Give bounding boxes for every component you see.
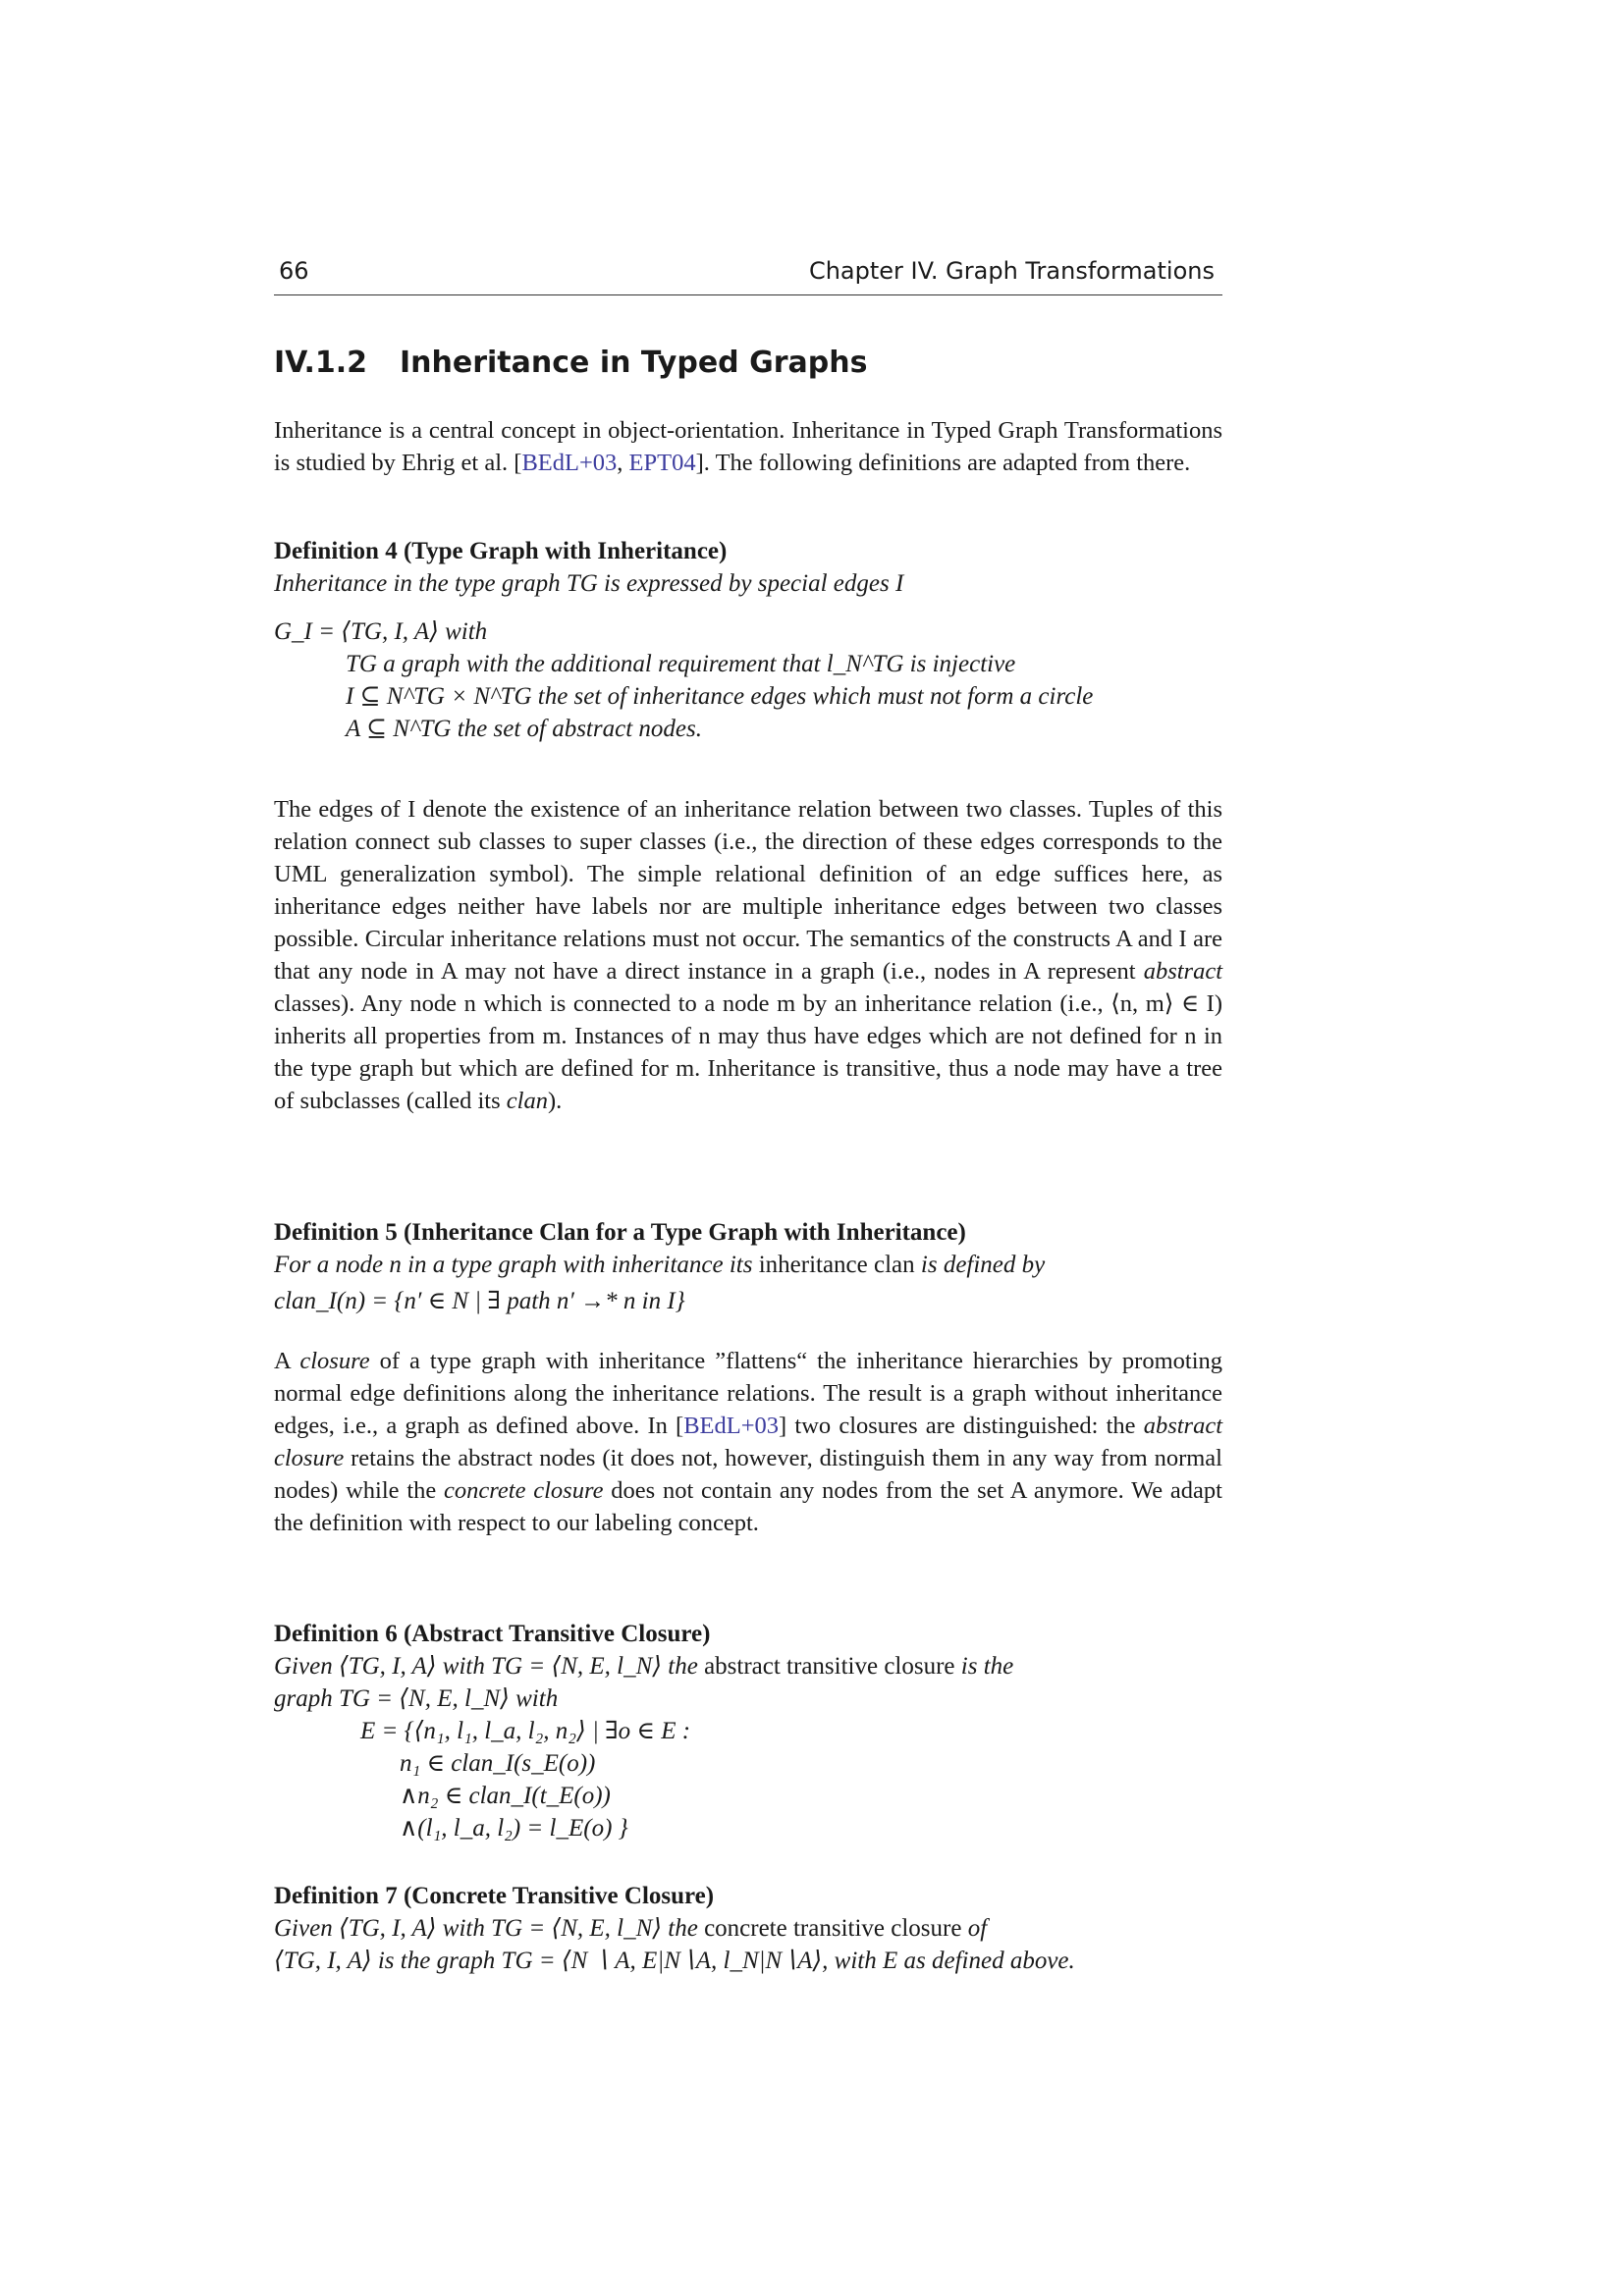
emphasis: abstract closure (274, 1413, 1222, 1471)
def-text: For a node n in a type graph with inheritance its (274, 1252, 759, 1278)
definition-line: TG a graph with the additional requirement that l_N^TG is injective (346, 651, 1016, 677)
def-term: inheritance clan (758, 1252, 915, 1278)
chapter-title: Chapter IV. Graph Transformations (808, 257, 1215, 285)
def-text: Given ⟨TG, I, A⟩ with TG = ⟨N, E, l_N⟩ the (274, 1915, 705, 1942)
page-number: 66 (279, 257, 309, 285)
emphasis: abstract (1143, 958, 1222, 985)
definition-line (274, 1912, 1236, 1945)
definition-line (274, 1650, 1236, 1682)
definition-4 (274, 535, 1236, 745)
definition-formula: ∧n₂ ∈ clan_I(t_E(o)) (400, 1783, 611, 1809)
definition-line: A ⊆ N^TG the set of abstract nodes. (346, 716, 702, 742)
section-title: Inheritance in Typed Graphs (400, 346, 868, 380)
para-text: The edges of I denote the existence of an inheritance relation between two classes. Tuples of this relation connect sub classes to super classes (i.e., the direction of these edges corresponds to the UML generalization symbol). The simple relational definition of an edge suffices here, as inheritance edges neither have labels nor are multiple inheritance edges between two classes possible. Circular inheritance relations must not occur. The semantics of the constructs A and I are that any node in A may not have a direct instance in a graph (i.e., nodes in A represent (274, 796, 1222, 985)
definition-line: ⟨TG, I, A⟩ is the graph TG = ⟨N ∖ A, E|N∖A, l_N|N∖A⟩, with E as defined above. (274, 1948, 1075, 1974)
definition-heading: Definition 4 (Type Graph with Inheritance) (274, 538, 728, 564)
para-text: does not contain any nodes from the set A anymore. We adapt the definition with respect to our labeling concept. (274, 1477, 1222, 1536)
definition-heading: Definition 5 (Inheritance Clan for a Type Graph with Inheritance) (274, 1219, 966, 1246)
definition-formula: clan_I(n) = {n′ ∈ N | ∃ path n′ →* n in I} (274, 1288, 685, 1314)
para-text: of a type graph with inheritance ”flattens“ the inheritance hierarchies by promoting normal edge definitions along the inheritance relations. The result is a graph without inheritance edges, i.e., a graph as defined above. In [ (274, 1348, 1222, 1439)
intro-text: Inheritance is a central concept in object-orientation. Inheritance in Typed Graph Transformations is studied by Ehrig et al. [ (274, 417, 1222, 476)
def-term: abstract transitive closure (704, 1653, 955, 1680)
definition-formula: n₁ ∈ clan_I(s_E(o)) (400, 1750, 596, 1777)
intro-sep: , (617, 450, 629, 476)
definition-line: I ⊆ N^TG × N^TG the set of inheritance edges which must not form a circle (346, 683, 1094, 710)
def-text: is defined by (914, 1252, 1046, 1278)
para-text: classes). Any node n which is connected to a node m by an inheritance relation (i.e., ⟨n, m⟩ ∈ I) inherits all properties from m. Instances of n may thus have edges which are not defined for n in the type graph but which are defined for m. Inheritance is transitive, thus a node may have a tree of subclasses (called its (274, 990, 1222, 1114)
definition-line: graph TG = ⟨N, E, l_N⟩ with (274, 1685, 559, 1712)
definition-heading: Definition 6 (Abstract Transitive Closure) (274, 1621, 711, 1647)
para-text: A (274, 1348, 300, 1374)
definition-5 (274, 1216, 1236, 1317)
definition-line: G_I = ⟨TG, I, A⟩ with (274, 618, 488, 645)
definition-6 (274, 1618, 1236, 1844)
intro-text: ]. The following definitions are adapted from there. (695, 450, 1191, 476)
def-text: is the (954, 1653, 1014, 1680)
section-heading (274, 346, 867, 380)
citation-link[interactable]: EPT04 (628, 450, 696, 476)
definition-line (274, 1249, 1236, 1281)
citation-link[interactable]: BEdL+03 (683, 1413, 780, 1439)
emphasis: concrete closure (444, 1477, 604, 1504)
para-text: retains the abstract nodes (it does not, however, distinguish them in any way from normal nodes) while the (274, 1445, 1222, 1504)
closure-paragraph (274, 1345, 1222, 1539)
emphasis: clan (506, 1088, 548, 1114)
definition-formula: ∧(l₁, l_a, l₂) = l_E(o) } (400, 1815, 628, 1842)
def-text: of (961, 1915, 988, 1942)
def-text: Given ⟨TG, I, A⟩ with TG = ⟨N, E, l_N⟩ the (274, 1653, 705, 1680)
emphasis: closure (299, 1348, 370, 1374)
definition-heading: Definition 7 (Concrete Transitive Closure) (274, 1883, 715, 1909)
inheritance-paragraph (274, 793, 1222, 1117)
definition-line: Inheritance in the type graph TG is expressed by special edges I (274, 570, 904, 597)
def-term: concrete transitive closure (704, 1915, 962, 1942)
para-text: ). (547, 1088, 563, 1114)
para-text: ] two closures are distinguished: the (779, 1413, 1144, 1439)
definition-7 (274, 1880, 1236, 1977)
citation-link[interactable]: BEdL+03 (521, 450, 618, 476)
section-number: IV.1.2 (274, 346, 368, 380)
definition-formula: E = {⟨n₁, l₁, l_a, l₂, n₂⟩ | ∃o ∈ E : (360, 1718, 691, 1744)
running-header (274, 255, 1222, 295)
intro-paragraph (274, 414, 1222, 479)
